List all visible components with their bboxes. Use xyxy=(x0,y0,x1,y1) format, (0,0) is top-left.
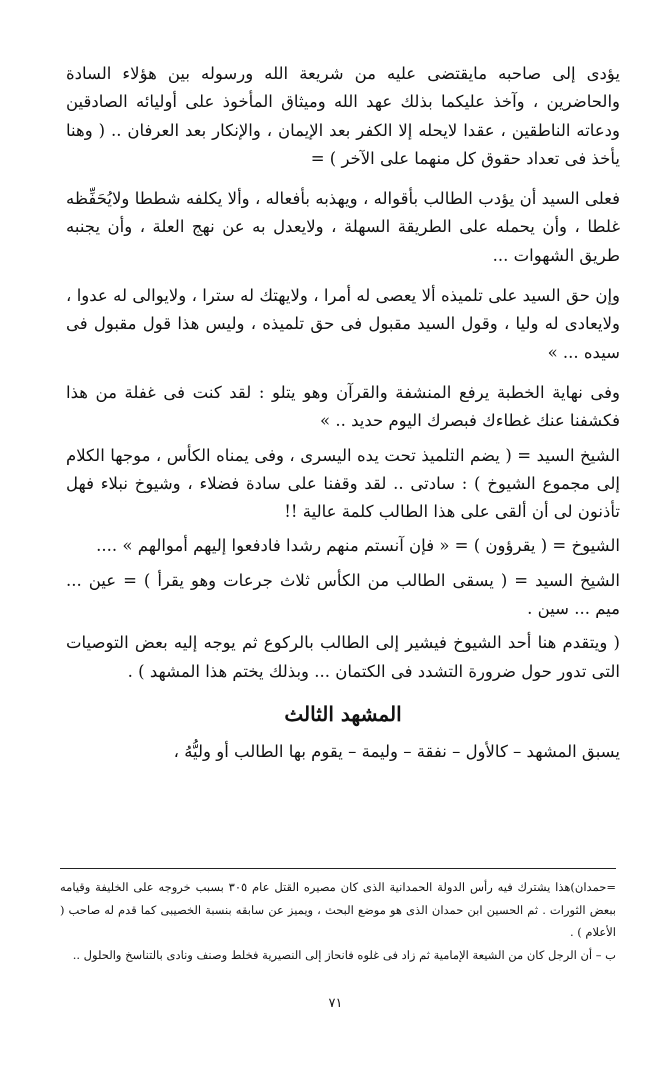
paragraph: الشيخ السيد = ( يضم التلميذ تحت يده اليسرى ، وفى يمناه الكأس ، موجها الكلام إلى مجموع الشيوخ ) : سادتى .. لقد وقفنا على سادة فضلاء ، وشيوخ نبلاء فهل تأذنون لى أن ألقى على هذا الطالب كلمة عالية !! xyxy=(66,445,620,522)
paragraph: وإن حق السيد على تلميذه ألا يعصى له أمرا ، ولايهتك له سترا ، ولايوالى له عدوا ، ولايعادى له وليا ، وقول السيد مقبول فى حق تلميذه ، وليس هذا قول مقبول فى سيده ... » xyxy=(66,286,620,362)
paragraph: وفى نهاية الخطبة يرفع المنشفة والقرآن وهو يتلو : لقد كنت فى غفلة من هذا فكشفنا عنك غطاءك فبصرك اليوم حديد .. » xyxy=(66,382,620,431)
page-number: ٧١ xyxy=(328,996,343,1011)
paragraph: فعلى السيد أن يؤدب الطالب بأقواله ، ويهذبه بأفعاله ، وألا يكلفه شططا ولايُحَفِّظه غلطا ، وأن يحمله على الطريقة السهلة ، ولايعدل به عن نهج العلة ، وأن يجنبه طريق الشهوات ... xyxy=(66,189,620,265)
footnotes xyxy=(60,876,616,966)
paragraph: يؤدى إلى صاحبه مايقتضى عليه من شريعة الله ورسوله بين هؤلاء السادة والحاضرين ، وآخذ عليكما بذلك عهد الله وميثاق المأخوذ على أوليائه الصادقين ودعاته الناطقين ، عقدا لايحله إلا الكفر بعد الإيمان ، والإنكار بعد العرفان .. ( وهنا يأخذ فى تعداد حقوق كل منهما على الآخر ) = xyxy=(66,64,620,168)
section-heading: المشهد الثالث xyxy=(284,701,402,726)
paragraph: الشيوخ = ( يقرؤون ) = « فإن آنستم منهم رشدا فادفعوا إليهم أموالهم » .... xyxy=(96,536,620,556)
paragraph: الشيخ السيد = ( يسقى الطالب من الكأس ثلاث جرعات وهو يقرأ ) = عين ... ميم ... سين . xyxy=(66,570,620,619)
footnote: =حمدان)هذا يشترك فيه رأس الدولة الحمدانية الذى كان مصيره القتل عام ٣٠٥ بسبب خروجه على الخليفة وقيامه ببعض الثورات . ثم الحسين ابن حمدان الذى هو موضع البحث ، ويميز عن سابقه بنسبة الخصيبى كما قدم له صاحب ( الأعلام ) . xyxy=(60,880,616,939)
paragraph: يسبق المشهد – كالأول – نفقة – وليمة – يقوم بها الطالب أو وليُّهُ ، xyxy=(173,741,620,761)
footnote: ب – أن الرجل كان من الشيعة الإمامية ثم زاد فى غلوه فانحاز إلى النصيرية فخلط وصنف ونادى بالتناسخ والحلول .. xyxy=(72,947,616,962)
footnote-divider xyxy=(60,868,616,869)
main-text xyxy=(66,60,620,772)
paragraph: ( ويتقدم هنا أحد الشيوخ فيشير إلى الطالب بالركوع ثم يوجه إليه بعض التوصيات التى تدور حول ضرورة التشدد فى الكتمان ... وبذلك يختم هذا المشهد ) . xyxy=(66,633,620,681)
